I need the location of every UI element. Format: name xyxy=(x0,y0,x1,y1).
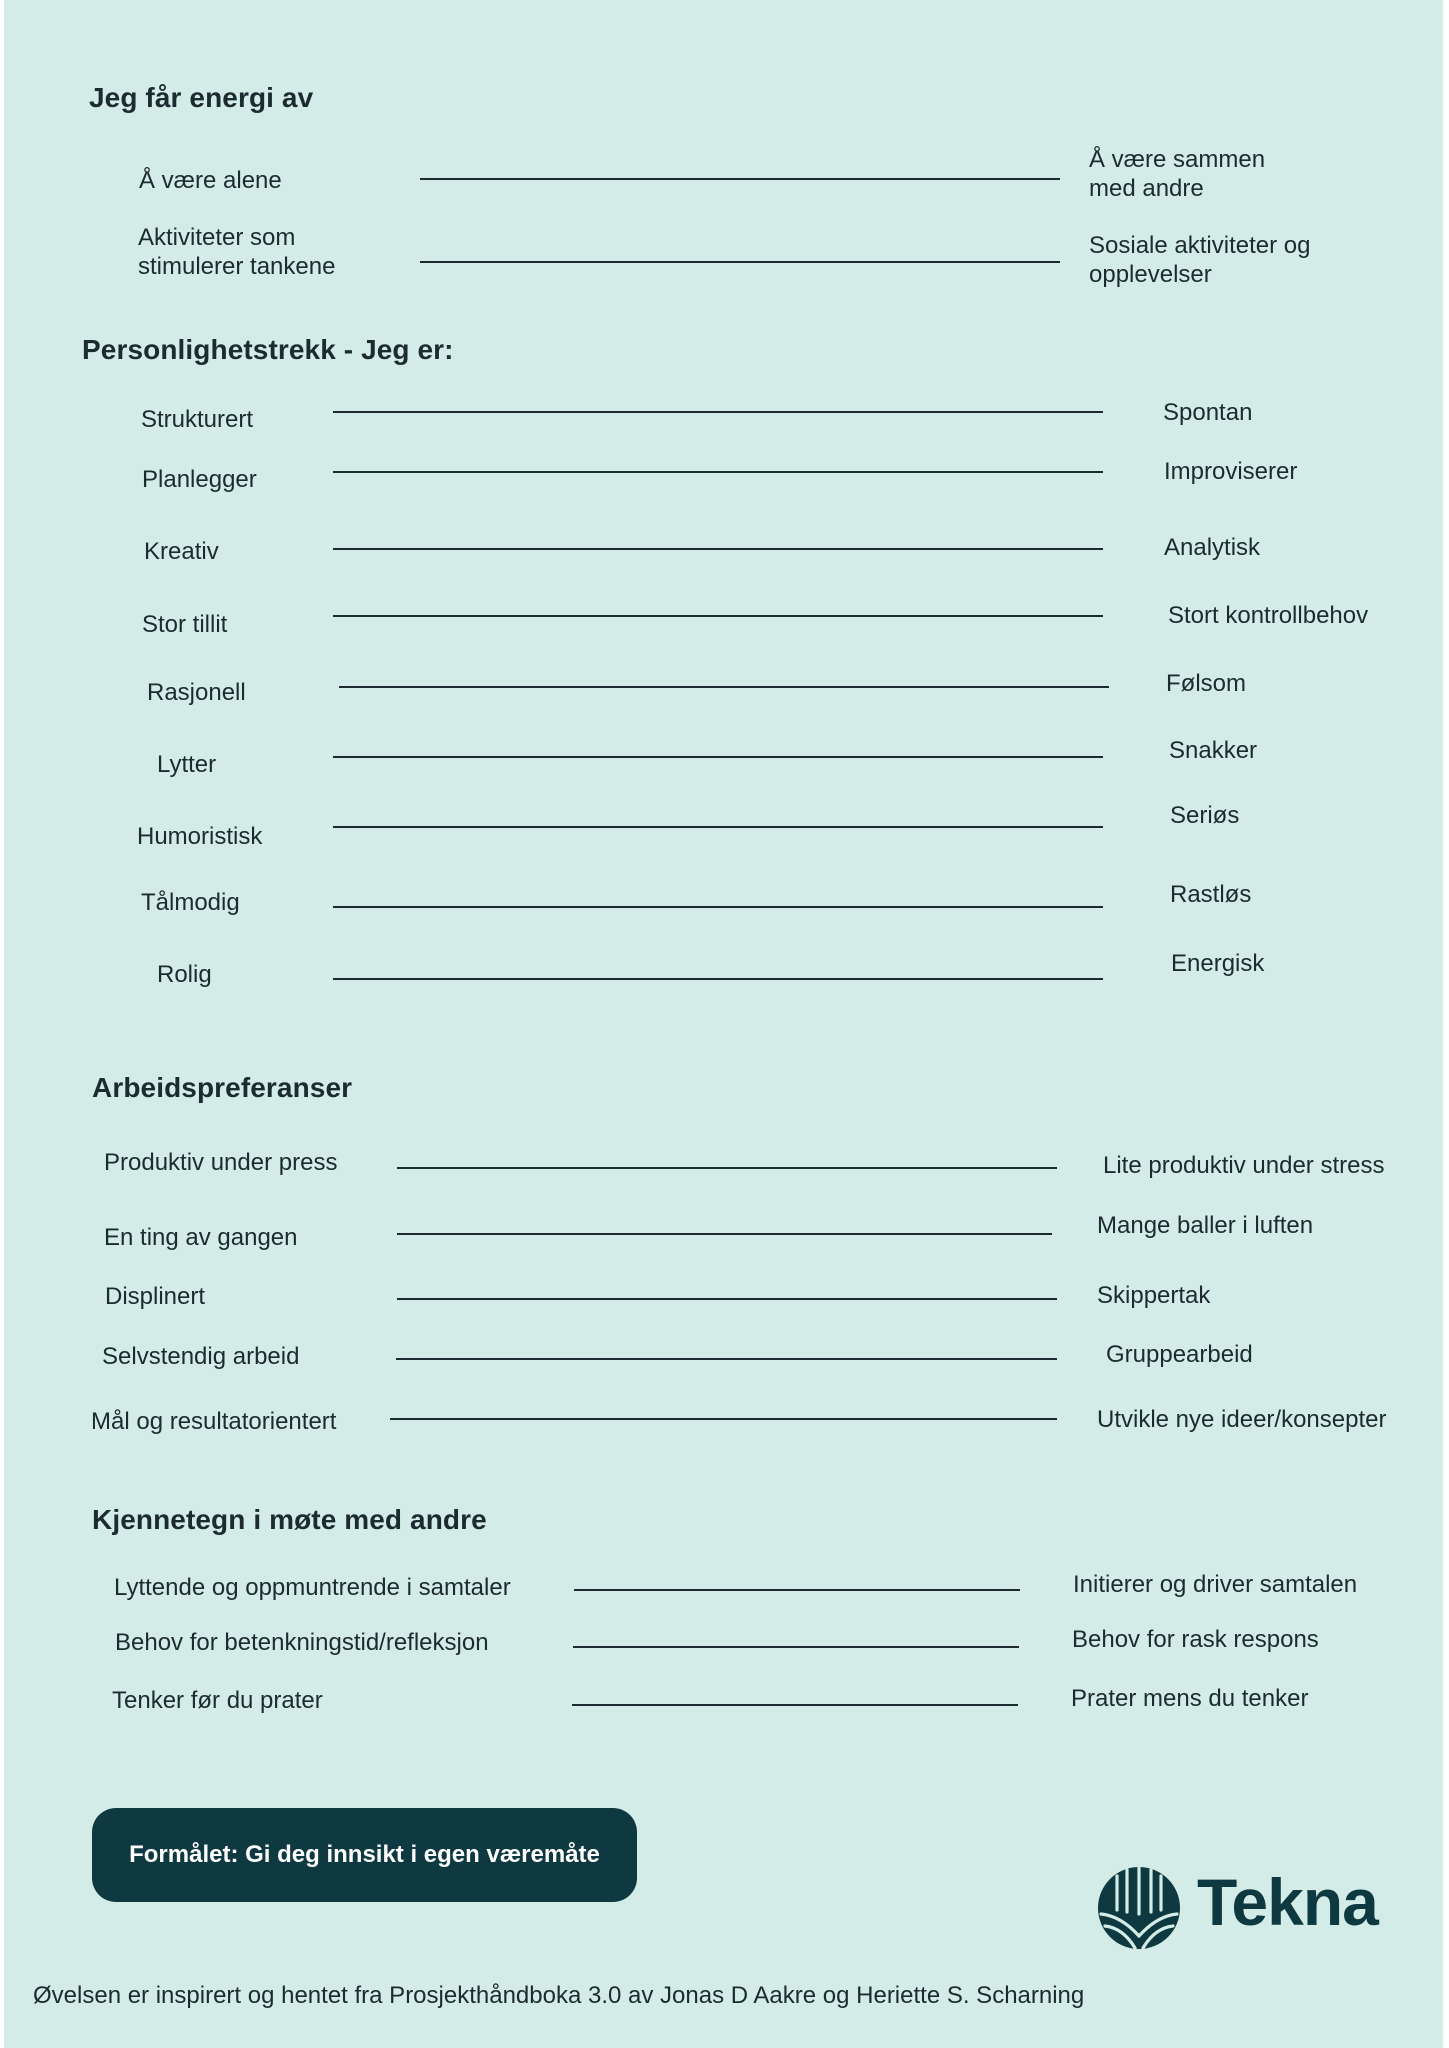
scale-left-label: Mål og resultatorientert xyxy=(91,1408,337,1435)
scale-line[interactable] xyxy=(333,615,1103,617)
scale-right-label: Å være sammen med andre xyxy=(1089,146,1266,202)
scale-line[interactable] xyxy=(333,906,1103,908)
scale-right-label: Behov for rask respons xyxy=(1072,1626,1319,1653)
scale-left-label: Produktiv under press xyxy=(104,1149,338,1176)
section-heading-work: Arbeidspreferanser xyxy=(92,1072,353,1103)
scale-line[interactable] xyxy=(390,1418,1057,1420)
worksheet-page xyxy=(4,0,1443,2048)
scale-right-label: Rastløs xyxy=(1170,881,1252,908)
section-heading-personality: Personlighetstrekk - Jeg er: xyxy=(82,334,454,365)
scale-line[interactable] xyxy=(339,686,1109,688)
scale-left-label: Kreativ xyxy=(144,538,219,565)
scale-left-label: Displinert xyxy=(105,1283,206,1310)
scale-line[interactable] xyxy=(333,471,1103,473)
scale-line[interactable] xyxy=(420,261,1060,263)
scale-line[interactable] xyxy=(333,826,1103,828)
scale-line[interactable] xyxy=(397,1167,1057,1169)
scale-right-label: Improviserer xyxy=(1164,458,1298,485)
scale-right-label: Utvikle nye ideer/konsepter xyxy=(1097,1406,1387,1433)
scale-left-label: Behov for betenkningstid/refleksjon xyxy=(115,1629,489,1656)
scale-left-label: Selvstendig arbeid xyxy=(102,1343,300,1370)
scale-left-label: Rolig xyxy=(157,961,212,988)
scale-right-label: Initierer og driver samtalen xyxy=(1073,1571,1358,1598)
scale-line[interactable] xyxy=(573,1646,1019,1648)
scale-line[interactable] xyxy=(333,548,1103,550)
scale-right-label: Mange baller i luften xyxy=(1097,1212,1314,1239)
scale-right-label: Seriøs xyxy=(1170,802,1240,829)
brand-name: Tekna xyxy=(1197,1865,1378,1939)
scale-left-label: Tålmodig xyxy=(141,889,240,916)
scale-left-label: Aktiviteter som stimulerer tankene xyxy=(138,224,336,280)
scale-right-label: Stort kontrollbehov xyxy=(1168,602,1369,629)
scale-line[interactable] xyxy=(333,411,1103,413)
scale-right-label: Lite produktiv under stress xyxy=(1103,1152,1385,1179)
scale-left-label: Lytter xyxy=(157,751,217,778)
scale-right-label: Analytisk xyxy=(1164,534,1261,561)
tekna-logo-icon xyxy=(1095,1866,1183,1952)
scale-line[interactable] xyxy=(333,978,1103,980)
section-heading-meeting: Kjennetegn i møte med andre xyxy=(92,1504,487,1535)
section-heading-energy: Jeg får energi av xyxy=(89,82,314,113)
purpose-text: Formålet: Gi deg innsikt i egen væremåte xyxy=(129,1841,600,1868)
purpose-banner xyxy=(92,1808,637,1902)
scale-left-label: En ting av gangen xyxy=(104,1224,298,1251)
scale-line[interactable] xyxy=(420,178,1060,180)
scale-left-label: Å være alene xyxy=(139,167,282,194)
scale-right-label: Skippertak xyxy=(1097,1282,1211,1309)
scale-right-label: Snakker xyxy=(1169,737,1258,764)
scale-right-label: Energisk xyxy=(1171,950,1265,977)
scale-line[interactable] xyxy=(396,1358,1057,1360)
scale-right-label: Prater mens du tenker xyxy=(1071,1685,1309,1712)
scale-line[interactable] xyxy=(397,1298,1057,1300)
scale-right-label: Følsom xyxy=(1166,670,1246,697)
scale-line[interactable] xyxy=(574,1589,1020,1591)
scale-left-label: Humoristisk xyxy=(137,823,263,850)
scale-right-label: Gruppearbeid xyxy=(1106,1341,1253,1368)
scale-left-label: Planlegger xyxy=(142,466,257,493)
scale-left-label: Strukturert xyxy=(141,406,254,433)
scale-line[interactable] xyxy=(397,1233,1052,1235)
scale-left-label: Stor tillit xyxy=(142,611,228,638)
footer-credit: Øvelsen er inspirert og hentet fra Prosjekthåndboka 3.0 av Jonas D Aakre og Heriette S. Scharning xyxy=(33,1982,1085,2009)
scale-left-label: Tenker før du prater xyxy=(112,1687,323,1714)
scale-line[interactable] xyxy=(333,756,1103,758)
scale-left-label: Rasjonell xyxy=(147,679,246,706)
scale-right-label: Sosiale aktiviteter og opplevelser xyxy=(1089,232,1311,288)
scale-line[interactable] xyxy=(572,1704,1018,1706)
scale-left-label: Lyttende og oppmuntrende i samtaler xyxy=(114,1574,511,1601)
scale-right-label: Spontan xyxy=(1163,399,1253,426)
